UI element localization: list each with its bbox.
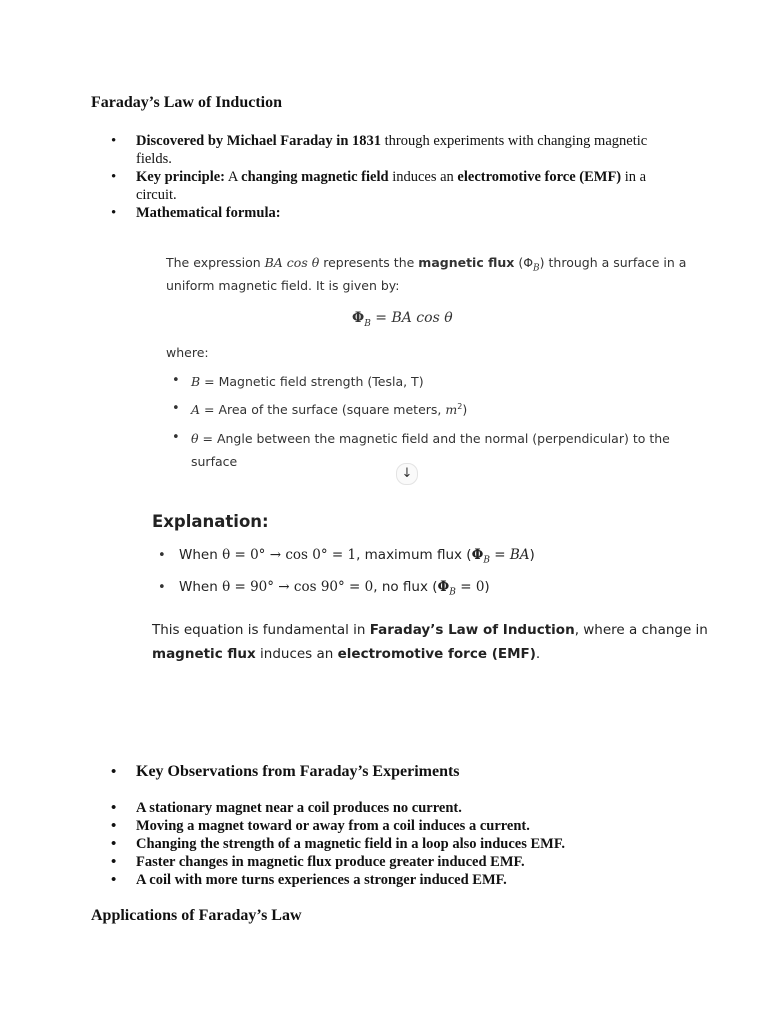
- key-observations-heading-list: [91, 762, 691, 782]
- bold-text: Discovered by Michael Faraday in 1831: [136, 133, 382, 149]
- explanation-bullet-2: When θ = 90° → cos 90° = 0, no flux $(\Phi_B = 0)$: [179, 579, 490, 598]
- def-A: A = Area of the surface (square meters, $m^2$): [191, 402, 468, 418]
- list-item: • Changing the strength of a magnetic field in a loop also induces EMF.: [91, 835, 691, 853]
- heading-faradays-law: Faraday’s Law of Induction: [91, 94, 282, 111]
- text: induces an: [388, 169, 458, 185]
- bullet: •: [158, 580, 166, 595]
- explanation-paragraph-line1: This equation is fundamental in Faraday’s Law of Induction, where a change in: [152, 622, 708, 638]
- bullet: •: [172, 430, 180, 445]
- list-item: • Moving a magnet toward or away from a coil induces a current.: [91, 817, 691, 835]
- scroll-down-arrow-icon[interactable]: ↓: [396, 463, 418, 485]
- list-item: • A coil with more turns experiences a stronger induced EMF.: [91, 871, 691, 889]
- list-item: • A stationary magnet near a coil produces no current.: [91, 799, 691, 817]
- bold-text: changing magnetic field: [241, 169, 389, 185]
- flux-paragraph-line2: uniform magnetic field. It is given by:: [166, 278, 400, 293]
- bullet: •: [172, 373, 180, 388]
- def-theta-cont: surface: [191, 454, 238, 469]
- bold-text: Mathematical formula:: [136, 205, 281, 221]
- list-item: • Faster changes in magnetic flux produce greater induced EMF.: [91, 853, 691, 871]
- text: A: [225, 169, 242, 185]
- text: in a circuit.: [136, 169, 647, 203]
- key-observations-heading: • Key Observations from Faraday’s Experiments: [91, 762, 691, 782]
- def-theta: θ = Angle between the magnetic field and the normal (perpendicular) to the: [191, 431, 670, 446]
- bold-text: Key principle:: [136, 169, 226, 185]
- explanation-bullet-1: When θ = 0° → cos 0° = 1, maximum flux $(\Phi_B = BA)$: [179, 547, 535, 566]
- flux-paragraph-line1: The expression BA cos θ represents the magnetic flux $(\Phi_B)$ through a surface in a: [166, 255, 687, 274]
- def-B: B = Magnetic field strength (Tesla, T): [191, 374, 424, 389]
- bold-text: electromotive force (EMF): [457, 169, 622, 185]
- flux-formula: $\Phi_B$ = BA cos θ: [352, 310, 453, 329]
- observations-list: [91, 799, 691, 889]
- bullet: •: [158, 548, 166, 563]
- text: through experiments with changing magnetic fields.: [136, 133, 648, 167]
- where-label: where:: [166, 345, 209, 360]
- heading-applications: Applications of Faraday’s Law: [91, 907, 302, 924]
- explanation-title: Explanation:: [152, 512, 269, 531]
- bullet: •: [172, 401, 180, 416]
- explanation-paragraph-line2: magnetic flux induces an electromotive force (EMF).: [152, 646, 541, 662]
